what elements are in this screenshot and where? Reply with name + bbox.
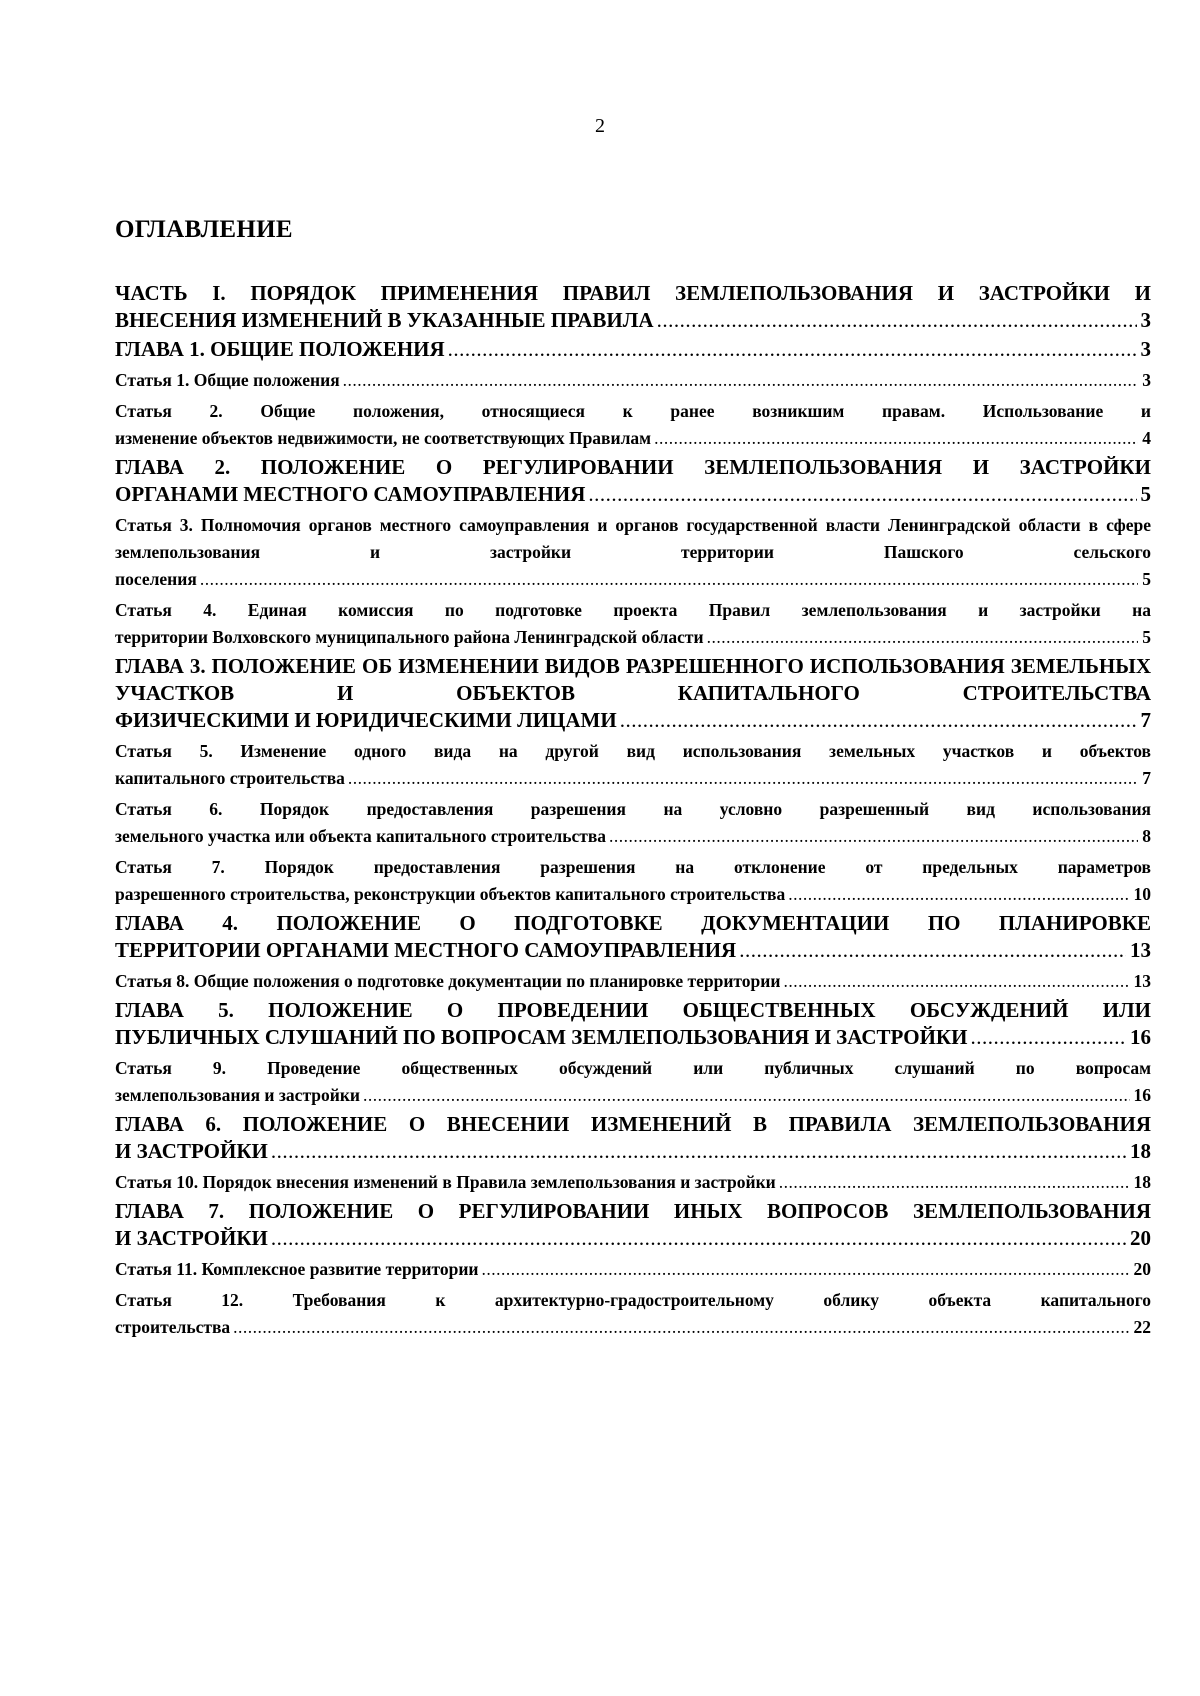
toc-entry-title: ГЛАВА 4. ПОЛОЖЕНИЕ О ПОДГОТОВКЕ ДОКУМЕНТАЦИИ ПО ПЛАНИРОВКЕ xyxy=(115,911,1151,935)
toc-entry-6[interactable] xyxy=(115,512,1151,593)
toc-entry-title: Статья 12. Требования к архитектурно-градостроительному облику объекта капитального xyxy=(115,1290,1151,1310)
dot-leader xyxy=(783,968,1129,995)
toc-entry-title: Статья 3. Полномочия органов местного самоуправления и органов государственной власти Ленинградской области в сфере землепользования и застройки территории Пашского сельского xyxy=(115,515,1151,562)
toc-entry-title-tail: ОРГАНАМИ МЕСТНОГО САМОУПРАВЛЕНИЯ xyxy=(115,482,586,506)
toc-entry-8[interactable] xyxy=(115,653,1151,734)
toc-entry-14[interactable] xyxy=(115,997,1151,1051)
dot-leader xyxy=(779,1169,1130,1196)
dot-leader xyxy=(970,1024,1126,1051)
toc-entry-last-line xyxy=(115,937,1151,964)
toc-entry-title: ЧАСТЬ I. ПОРЯДОК ПРИМЕНЕНИЯ ПРАВИЛ ЗЕМЛЕПОЛЬЗОВАНИЯ И ЗАСТРОЙКИ И xyxy=(115,281,1151,305)
toc-page-ref: 18 xyxy=(1130,1139,1151,1163)
dot-leader xyxy=(482,1256,1130,1283)
toc-entry-title: ГЛАВА 5. ПОЛОЖЕНИЕ О ПРОВЕДЕНИИ ОБЩЕСТВЕННЫХ ОБСУЖДЕНИЙ ИЛИ xyxy=(115,998,1151,1022)
toc-entry-11[interactable] xyxy=(115,854,1151,908)
toc-page-ref: 10 xyxy=(1133,884,1151,904)
toc-entry-last-line xyxy=(115,765,1151,792)
toc-entry-last-line xyxy=(115,1138,1151,1165)
toc-page-ref: 3 xyxy=(1142,370,1151,390)
toc-entry-title-tail: землепользования и застройки xyxy=(115,1085,360,1105)
toc-page-ref: 13 xyxy=(1130,938,1151,962)
toc-entry-3[interactable] xyxy=(115,367,1151,394)
dot-leader xyxy=(363,1082,1130,1109)
toc-entry-13[interactable] xyxy=(115,968,1151,995)
dot-leader xyxy=(654,425,1138,452)
toc-entry-19[interactable] xyxy=(115,1256,1151,1283)
toc-entry-15[interactable] xyxy=(115,1055,1151,1109)
page-number: 2 xyxy=(595,115,605,137)
dot-leader xyxy=(620,707,1137,734)
toc-entry-last-line xyxy=(115,425,1151,452)
toc-entry-last-line xyxy=(115,1024,1151,1051)
toc-entry-last-line xyxy=(115,367,1151,394)
toc-entry-20[interactable] xyxy=(115,1287,1151,1341)
toc-entry-title: Статья 7. Порядок предоставления разрешения на отклонение от предельных параметров xyxy=(115,857,1151,877)
toc-entry-title-tail: ФИЗИЧЕСКИМИ И ЮРИДИЧЕСКИМИ ЛИЦАМИ xyxy=(115,708,617,732)
toc-entry-last-line xyxy=(115,336,1151,363)
table-of-contents xyxy=(115,278,1151,1341)
toc-entry-7[interactable] xyxy=(115,597,1151,651)
dot-leader xyxy=(448,336,1137,363)
toc-page-ref: 7 xyxy=(1140,708,1151,732)
toc-entry-4[interactable] xyxy=(115,398,1151,452)
toc-entry-last-line xyxy=(115,707,1151,734)
toc-entry-9[interactable] xyxy=(115,738,1151,792)
dot-leader xyxy=(707,624,1139,651)
toc-entry-title: Статья 4. Единая комиссия по подготовке проекта Правил землепользования и застройки на xyxy=(115,600,1151,620)
dot-leader xyxy=(271,1225,1126,1252)
toc-entry-title: Статья 5. Изменение одного вида на другой вид использования земельных участков и объектов xyxy=(115,741,1151,761)
dot-leader xyxy=(233,1314,1129,1341)
toc-page-ref: 5 xyxy=(1142,569,1151,589)
toc-page-ref: 4 xyxy=(1142,428,1151,448)
dot-leader xyxy=(657,307,1137,334)
dot-leader xyxy=(788,881,1129,908)
toc-entry-last-line xyxy=(115,307,1151,334)
toc-entry-title-tail: территории Волховского муниципального района Ленинградской области xyxy=(115,627,704,647)
toc-entry-last-line xyxy=(115,624,1151,651)
toc-page-ref: 16 xyxy=(1133,1085,1151,1105)
toc-page-ref: 20 xyxy=(1133,1259,1151,1279)
toc-entry-title-tail: поселения xyxy=(115,569,197,589)
toc-entry-title: ГЛАВА 3. ПОЛОЖЕНИЕ ОБ ИЗМЕНЕНИИ ВИДОВ РАЗРЕШЕННОГО ИСПОЛЬЗОВАНИЯ ЗЕМЕЛЬНЫХ УЧАСТКОВ И ОБЪЕКТОВ КАПИТАЛЬНОГО СТРОИТЕЛЬСТВА xyxy=(115,654,1151,705)
toc-page-ref: 18 xyxy=(1133,1172,1151,1192)
dot-leader xyxy=(609,823,1138,850)
dot-leader xyxy=(588,481,1136,508)
toc-entry-title-tail: ГЛАВА 1. ОБЩИЕ ПОЛОЖЕНИЯ xyxy=(115,337,445,361)
toc-entry-17[interactable] xyxy=(115,1169,1151,1196)
toc-entry-5[interactable] xyxy=(115,454,1151,508)
toc-page-ref: 8 xyxy=(1142,826,1151,846)
toc-entry-title: ГЛАВА 7. ПОЛОЖЕНИЕ О РЕГУЛИРОВАНИИ ИНЫХ ВОПРОСОВ ЗЕМЛЕПОЛЬЗОВАНИЯ xyxy=(115,1199,1151,1223)
toc-entry-title: ГЛАВА 6. ПОЛОЖЕНИЕ О ВНЕСЕНИИ ИЗМЕНЕНИЙ В ПРАВИЛА ЗЕМЛЕПОЛЬЗОВАНИЯ xyxy=(115,1112,1151,1136)
toc-entry-2[interactable] xyxy=(115,336,1151,363)
toc-entry-title-tail: И ЗАСТРОЙКИ xyxy=(115,1226,268,1250)
toc-entry-title-tail: разрешенного строительства, реконструкции объектов капитального строительства xyxy=(115,884,786,904)
toc-entry-title: ГЛАВА 2. ПОЛОЖЕНИЕ О РЕГУЛИРОВАНИИ ЗЕМЛЕПОЛЬЗОВАНИЯ И ЗАСТРОЙКИ xyxy=(115,455,1151,479)
toc-entry-title-tail: капитального строительства xyxy=(115,768,345,788)
toc-entry-title-tail: ТЕРРИТОРИИ ОРГАНАМИ МЕСТНОГО САМОУПРАВЛЕНИЯ xyxy=(115,938,737,962)
dot-leader xyxy=(200,566,1138,593)
toc-entry-last-line xyxy=(115,881,1151,908)
toc-entry-title: Статья 9. Проведение общественных обсуждений или публичных слушаний по вопросам xyxy=(115,1058,1151,1078)
toc-entry-1[interactable] xyxy=(115,280,1151,334)
toc-entry-16[interactable] xyxy=(115,1111,1151,1165)
toc-entry-12[interactable] xyxy=(115,910,1151,964)
toc-entry-last-line xyxy=(115,1314,1151,1341)
toc-entry-last-line xyxy=(115,1256,1151,1283)
toc-entry-18[interactable] xyxy=(115,1198,1151,1252)
toc-title: ОГЛАВЛЕНИЕ xyxy=(115,216,293,243)
toc-entry-title-tail: Статья 1. Общие положения xyxy=(115,370,340,390)
toc-page-ref: 5 xyxy=(1140,482,1151,506)
toc-page-ref: 22 xyxy=(1133,1317,1151,1337)
toc-page-ref: 5 xyxy=(1142,627,1151,647)
toc-entry-last-line xyxy=(115,481,1151,508)
toc-page-ref: 16 xyxy=(1130,1025,1151,1049)
dot-leader xyxy=(739,937,1126,964)
toc-entry-title-tail: Статья 8. Общие положения о подготовке документации по планировке территории xyxy=(115,971,781,991)
toc-entry-title-tail: строительства xyxy=(115,1317,231,1337)
dot-leader xyxy=(271,1138,1126,1165)
toc-entry-last-line xyxy=(115,1169,1151,1196)
toc-entry-title-tail: ВНЕСЕНИЯ ИЗМЕНЕНИЙ В УКАЗАННЫЕ ПРАВИЛА xyxy=(115,308,654,332)
dot-leader xyxy=(343,367,1139,394)
toc-page-ref: 20 xyxy=(1130,1226,1151,1250)
dot-leader xyxy=(348,765,1138,792)
toc-entry-title-tail: ПУБЛИЧНЫХ СЛУШАНИЙ ПО ВОПРОСАМ ЗЕМЛЕПОЛЬЗОВАНИЯ И ЗАСТРОЙКИ xyxy=(115,1025,968,1049)
toc-entry-title: Статья 2. Общие положения, относящиеся к ранее возникшим правам. Использование и xyxy=(115,401,1151,421)
toc-entry-title-tail: земельного участка или объекта капитального строительства xyxy=(115,826,607,846)
toc-entry-last-line xyxy=(115,968,1151,995)
toc-entry-title: Статья 6. Порядок предоставления разрешения на условно разрешенный вид использования xyxy=(115,799,1151,819)
toc-entry-title-tail: изменение объектов недвижимости, не соответствующих Правилам xyxy=(115,428,652,448)
toc-page-ref: 3 xyxy=(1140,337,1151,361)
toc-entry-title-tail: Статья 11. Комплексное развитие территории xyxy=(115,1259,479,1279)
toc-entry-last-line xyxy=(115,1225,1151,1252)
toc-page-ref: 7 xyxy=(1142,768,1151,788)
toc-page-ref: 3 xyxy=(1140,308,1151,332)
toc-entry-last-line xyxy=(115,566,1151,593)
toc-page-ref: 13 xyxy=(1133,971,1151,991)
toc-entry-last-line xyxy=(115,1082,1151,1109)
toc-entry-last-line xyxy=(115,823,1151,850)
toc-entry-title-tail: Статья 10. Порядок внесения изменений в Правила землепользования и застройки xyxy=(115,1172,776,1192)
toc-entry-10[interactable] xyxy=(115,796,1151,850)
toc-entry-title-tail: И ЗАСТРОЙКИ xyxy=(115,1139,268,1163)
